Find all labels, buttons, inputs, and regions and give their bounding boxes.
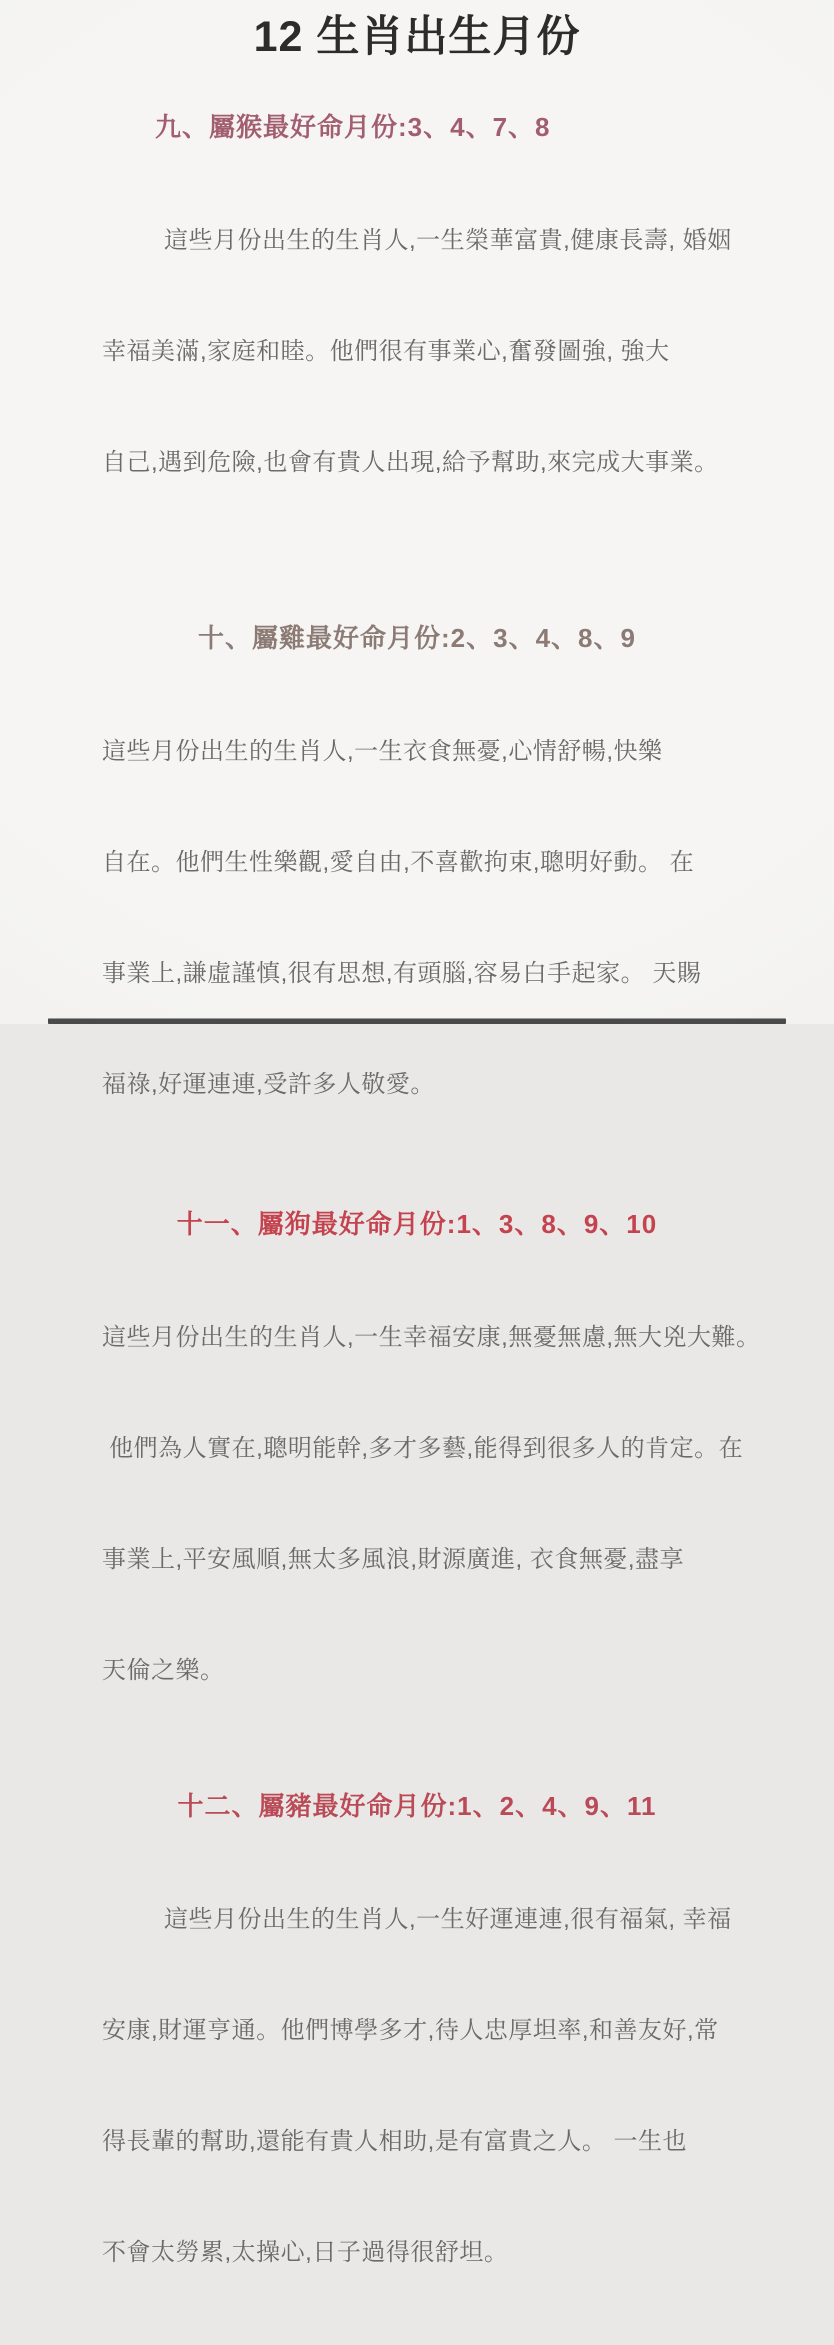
paragraph-line: 這些月份出生的生肖人,一生好運連連,很有福氣, 幸福 [164,1906,732,1933]
page-title: 12 生肖出生月份 [253,13,581,61]
paragraph-line: 自在。他們生性樂觀,愛自由,不喜歡拘束,聰明好動。 在 [102,849,695,876]
section-dog [0,1207,834,1763]
section-dog-heading: 十一、屬狗最好命月份:1、3、8、9、10 [176,1209,658,1239]
section-pig-paragraph [0,1823,834,2345]
section-pig-heading: 十二、屬豬最好命月份:1、2、4、9、11 [177,1791,657,1821]
paragraph-line: 不會太勞累,太操心,日子過得很舒坦。 [102,2239,509,2266]
paragraph-line: 事業上,平安風順,無太多風浪,財源廣進, 衣食無憂,盡享 [102,1546,685,1573]
paragraph-line: 自己,遇到危險,也會有貴人出現,給予幫助,來完成大事業。 [102,449,719,476]
section-monkey [0,110,834,555]
section-rooster-paragraph [0,655,834,1177]
section-dog-paragraph [0,1241,834,1763]
section-rooster [0,621,834,1177]
paragraph-line: 他們為人實在,聰明能幹,多才多藝,能得到很多人的肯定。在 [102,1435,744,1462]
section-monkey-paragraph [0,144,834,555]
section-rooster-heading: 十、屬雞最好命月份:2、3、4、8、9 [198,623,636,653]
section-pig [0,1789,834,2345]
paragraph-line: 安康,財運亨通。他們博學多才,待人忠厚坦率,和善友好,常 [102,2017,719,2044]
paragraph-line: 得長輩的幫助,還能有貴人相助,是有富貴之人。 一生也 [102,2128,688,2155]
bottom-divider-bar [48,1018,786,1024]
section-monkey-heading: 九、屬猴最好命月份:3、4、7、8 [155,112,551,142]
paragraph-line: 這些月份出生的生肖人,一生榮華富貴,健康長壽, 婚姻 [164,227,732,254]
paragraph-line: 這些月份出生的生肖人,一生衣食無憂,心情舒暢,快樂 [102,738,663,765]
paragraph-line: 天倫之樂。 [102,1657,225,1684]
paragraph-line: 這些月份出生的生肖人,一生幸福安康,無憂無慮,無大兇大難。 [102,1324,761,1351]
paragraph-line: 事業上,謙虛謹慎,很有思想,有頭腦,容易白手起家。 天賜 [102,960,702,987]
paragraph-line: 福祿,好運連連,受許多人敬愛。 [102,1071,435,1098]
paragraph-line: 幸福美滿,家庭和睦。他們很有事業心,奮發圖強, 強大 [102,338,670,365]
